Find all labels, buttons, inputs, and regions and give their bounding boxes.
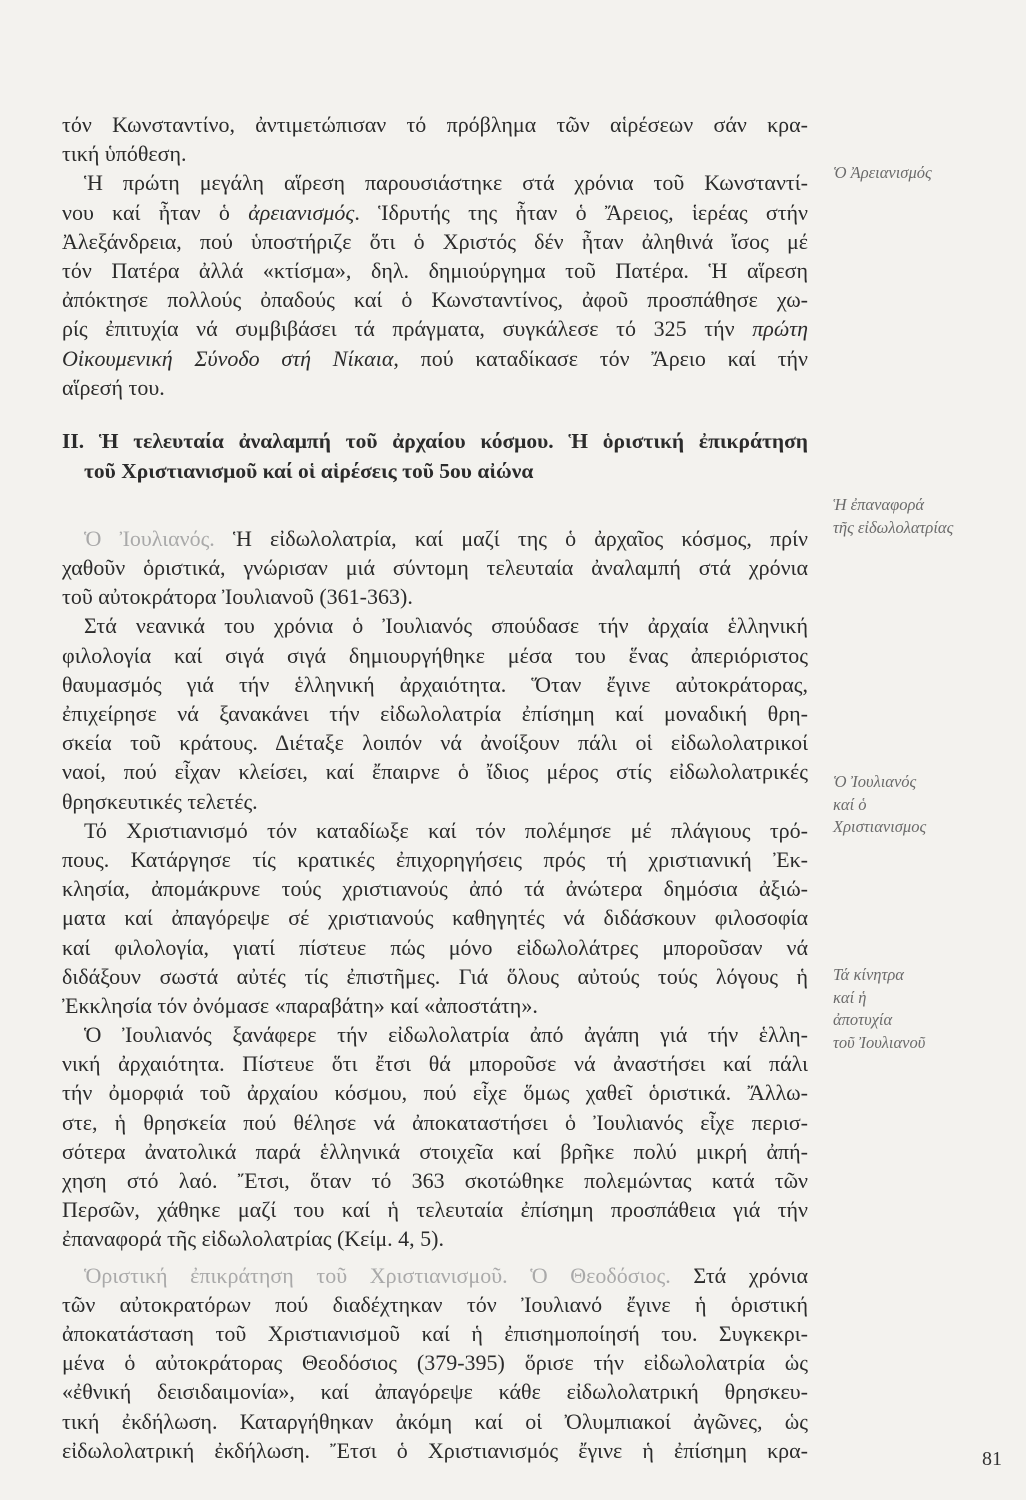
text-line bbox=[62, 845, 808, 874]
margin-note-arianism bbox=[833, 162, 932, 185]
text-line bbox=[62, 1166, 808, 1195]
text-segment: ρίς ἐπιτυχία νά συμβιβάσει τά πράγματα, συγκάλεσε τό 325 τήν bbox=[62, 316, 753, 342]
text-line bbox=[62, 641, 808, 670]
text-line bbox=[62, 426, 808, 456]
margin-note-line: Ἡ ἐπαναφορά bbox=[833, 495, 925, 514]
italic-term: Οἰκουμενική Σύνοδο στή Νίκαια bbox=[62, 345, 394, 371]
text-line bbox=[62, 1137, 808, 1166]
text-segment: Ἀλεξάνδρεια, πού ὑποστήριζε ὅτι ὁ Χριστός δέν ἦταν ἀληθινά ἴσος μέ bbox=[62, 228, 808, 254]
text-line bbox=[62, 344, 808, 373]
text-line bbox=[62, 1348, 808, 1377]
text-segment: Ἡ πρώτη μεγάλη αἵρεση παρουσιάστηκε στά χρόνια τοῦ Κωνσταντί- bbox=[84, 170, 808, 196]
text-segment: αἵρεσή του. bbox=[62, 374, 165, 400]
text-segment: νου καί ἦταν ὁ bbox=[62, 199, 249, 225]
margin-note-line: καί ἡ bbox=[833, 987, 867, 1007]
text-segment: Τό Χριστιανισμό τόν καταδίωξε καί τόν πολέμησε μέ πλάγιους τρό- bbox=[84, 817, 808, 843]
text-line bbox=[62, 227, 808, 256]
text-segment: πους. Κατάργησε τίς κρατικές ἐπιχορηγήσεις πρός τή χριστιανική Ἐκ- bbox=[62, 846, 808, 872]
text-segment: φιλολογία καί σιγά σιγά δημιουργήθηκε μέσα του ἕνας ἀπεριόριστος bbox=[62, 642, 808, 668]
text-segment: Περσῶν, χάθηκε μαζί του καί ἡ τελευταία ἐπίσημη προσπάθεια γιά τήν bbox=[62, 1197, 808, 1223]
margin-note-line: Τά κίνητρα bbox=[833, 965, 904, 984]
text-segment: ἐπαναφορά τῆς εἰδωλολατρίας (Κείμ. 4, 5). bbox=[62, 1226, 444, 1252]
text-segment: σότερα ἀνατολικά παρά ἑλληνικά στοιχεῖα καί βρῆκε πολύ μικρή ἀπή- bbox=[62, 1138, 808, 1164]
text-line bbox=[62, 1020, 808, 1049]
text-line bbox=[62, 991, 808, 1020]
text-line bbox=[62, 524, 808, 553]
text-line bbox=[62, 728, 808, 757]
text-line bbox=[62, 1377, 808, 1406]
text-segment: τοῦ αὐτοκράτορα Ἰουλιανοῦ (361-363). bbox=[62, 584, 413, 610]
text-line bbox=[62, 314, 808, 343]
text-line bbox=[62, 1407, 808, 1436]
text-segment: χαθοῦν ὁριστικά, γνώρισαν μιά σύντομη τελευταία ἀναλαμπή στά χρόνια bbox=[62, 555, 808, 581]
text-line bbox=[62, 816, 808, 845]
text-segment: ἀποκατάσταση τοῦ Χριστιανισμοῦ καί ἡ ἐπισημοποίησή του. Συγκεκρι- bbox=[62, 1320, 808, 1346]
text-segment: χηση στό λαό. Ἔτσι, ὅταν τό 363 σκοτώθηκε πολεμώντας κατά τῶν bbox=[62, 1168, 808, 1193]
text-line bbox=[62, 1108, 808, 1137]
text-line bbox=[62, 456, 808, 486]
text-segment: «ἐθνική δεισιδαιμονία», καί ἀπαγόρεψε κάθε εἰδωλολατρική θρησκευ- bbox=[62, 1379, 808, 1405]
text-segment: Στά νεανικά του χρόνια ὁ Ἰουλιανός σπούδασε τήν ἀρχαία ἑλληνική bbox=[84, 613, 808, 639]
page-number: 81 bbox=[982, 1448, 1002, 1470]
text-line bbox=[62, 582, 808, 611]
text-segment: . Ἱδρυτής της ἦταν ὁ Ἄρειος, ἱερέας στήν bbox=[354, 199, 809, 225]
text-segment: Ἐκκλησία τόν ὀνόμασε «παραβάτη» καί «ἀποστάτη». bbox=[62, 992, 538, 1018]
section-heading bbox=[62, 426, 808, 486]
text-line bbox=[62, 962, 808, 991]
text-segment: τική ἐκδήλωση. Καταργήθηκαν ἀκόμη καί οἱ Ὀλυμπιακοί ἀγῶνες, ὡς bbox=[62, 1408, 808, 1434]
margin-note-line: ἀποτυχία bbox=[833, 1010, 893, 1029]
text-line bbox=[62, 787, 808, 816]
text-segment: θρησκευτικές τελετές. bbox=[62, 788, 258, 814]
paragraph bbox=[62, 110, 808, 168]
text-line bbox=[62, 1261, 808, 1290]
margin-note-idolatry-restoration bbox=[833, 494, 953, 539]
text-segment: Στά χρόνια bbox=[670, 1262, 808, 1288]
text-line bbox=[62, 198, 808, 227]
text-segment: μένα ὁ αὐτοκράτορας Θεοδόσιος (379-395) ὅρισε τήν εἰδωλολατρία ὡς bbox=[62, 1350, 808, 1376]
text-segment: νική ἀρχαιότητα. Πίστευε ὅτι ἔτσι θά μποροῦσε νά ἀναστήσει καί πάλι bbox=[62, 1051, 808, 1077]
margin-note-line: Χριστιανισμος bbox=[833, 817, 927, 836]
margin-note-line: Ὁ Ἰουλιανός bbox=[833, 772, 917, 791]
text-segment: τῶν αὐτοκρατόρων πού διαδέχτηκαν τόν Ἰουλιανό ἔγινε ἡ ὁριστική bbox=[62, 1291, 808, 1317]
main-text-column bbox=[62, 110, 808, 1465]
text-segment: ματα καί ἀπαγόρεψε σέ χριστιανούς καθηγητές νά διδάσκουν φιλοσοφία bbox=[62, 905, 808, 931]
paragraph bbox=[62, 611, 808, 815]
margin-note-line: τοῦ Ἰουλιανοῦ bbox=[833, 1032, 926, 1052]
paragraph bbox=[62, 524, 808, 612]
text-segment: ἀπόκτησε πολλούς ὀπαδούς καί ὁ Κωνσταντίνος, ἀφοῦ προσπάθησε χω- bbox=[62, 287, 808, 313]
text-segment: τήν ὀμορφιά τοῦ ἀρχαίου κόσμου, πού εἶχε ὅμως χαθεῖ ὁριστικά. Ἄλλω- bbox=[62, 1080, 808, 1106]
text-line bbox=[62, 139, 808, 168]
text-segment: ναοί, πού εἶχαν κλείσει, καί ἔπαιρνε ὁ ἴδιος μέρος στίς εἰδωλολατρικές bbox=[62, 759, 808, 785]
paragraph-lead-title: Ὁριστική ἐπικράτηση τοῦ Χριστιανισμοῦ. Ὁ Θεοδόσιος. bbox=[84, 1262, 671, 1288]
margin-note-line: τῆς εἰδωλολατρίας bbox=[833, 517, 954, 537]
margin-note-julian-motives-failure bbox=[833, 964, 925, 1054]
italic-term: πρώτη bbox=[752, 316, 808, 342]
text-segment: κλησία, ἀπομάκρυνε τούς χριστιανούς ἀπό τά ἀνώτερα δημόσια ἀξιώ- bbox=[62, 876, 808, 902]
text-segment: τική ὑπόθεση. bbox=[62, 141, 187, 167]
paragraph-lead-title: Ὁ Ἰουλιανός. bbox=[84, 525, 215, 551]
italic-term: ἀρειανισμός bbox=[248, 199, 355, 225]
text-line bbox=[62, 1224, 808, 1253]
text-segment: σκεία τοῦ κράτους. Διέταξε λοιπόν νά ἀνοίξουν πάλι οἱ εἰδωλολατρικοί bbox=[62, 730, 808, 756]
text-segment: καί φιλολογία, γιατί πίστευε πώς μόνο εἰδωλολάτρες μποροῦσαν νά bbox=[62, 934, 808, 960]
paragraph bbox=[62, 1020, 808, 1254]
text-segment: διδάξουν σωστά αὐτές τίς ἐπιστῆμες. Γιά ὅλους αὐτούς τούς λόγους ἡ bbox=[62, 963, 808, 989]
text-line bbox=[62, 1319, 808, 1348]
text-line bbox=[62, 903, 808, 932]
paragraph bbox=[62, 168, 808, 402]
text-segment: θαυμασμός γιά τήν ἑλληνική ἀρχαιότητα. Ὅταν ἔγινε αὐτοκράτορας, bbox=[62, 671, 808, 697]
text-segment: Ὁ Ἰουλιανός ξανάφερε τήν εἰδωλολατρία ἀπό ἀγάπη γιά τήν ἑλλη- bbox=[84, 1022, 808, 1048]
text-line bbox=[62, 1195, 808, 1224]
text-line bbox=[62, 1078, 808, 1107]
text-line bbox=[62, 1049, 808, 1078]
text-segment: II. Ἡ τελευταία ἀναλαμπή τοῦ ἀρχαίου κόσμου. Ἡ ὁριστική ἐπικράτηση bbox=[62, 428, 808, 453]
text-line bbox=[62, 285, 808, 314]
text-line bbox=[62, 757, 808, 786]
text-segment: τόν Πατέρα ἀλλά «κτίσμα», δηλ. δημιούργημα τοῦ Πατέρα. Ἡ αἵρεση bbox=[62, 257, 808, 283]
text-line bbox=[62, 553, 808, 582]
margin-note-line: Ὁ Ἀρειανισμός bbox=[833, 163, 932, 182]
text-segment: ἐπιχείρησε νά ξανακάνει τήν εἰδωλολατρία ἐπίσημη καί μοναδική θρη- bbox=[62, 701, 808, 726]
text-segment: εἰδωλολατρική ἐκδήλωση. Ἔτσι ὁ Χριστιανισμός ἔγινε ἡ ἐπίσημη κρα- bbox=[62, 1437, 808, 1463]
text-segment: τόν Κωνσταντίνο, ἀντιμετώπισαν τό πρόβλημα τῶν αἱρέσεων σάν κρα- bbox=[62, 112, 808, 137]
text-line bbox=[62, 699, 808, 728]
text-line bbox=[62, 1290, 808, 1319]
text-line bbox=[62, 933, 808, 962]
text-line bbox=[62, 168, 808, 197]
text-line bbox=[62, 611, 808, 640]
text-line bbox=[62, 110, 808, 139]
margin-note-line: καί ὁ bbox=[833, 794, 867, 814]
text-segment: τοῦ Χριστιανισμοῦ καί οἱ αἱρέσεις τοῦ 5ου αἰώνα bbox=[84, 458, 534, 483]
text-line bbox=[62, 874, 808, 903]
text-line bbox=[62, 256, 808, 285]
paragraph bbox=[62, 816, 808, 1020]
text-line bbox=[62, 670, 808, 699]
text-line bbox=[62, 373, 808, 402]
margin-note-julian-christianity bbox=[833, 771, 926, 839]
text-segment: στε, ἡ θρησκεία πού θέλησε νά ἀποκαταστήσει ὁ Ἰουλιανός εἶχε περισ- bbox=[62, 1109, 808, 1135]
paragraph bbox=[62, 1261, 808, 1465]
text-segment: Ἡ εἰδωλολατρία, καί μαζί της ὁ ἀρχαῖος κόσμος, πρίν bbox=[214, 525, 808, 551]
text-line bbox=[62, 1436, 808, 1465]
text-segment: , πού καταδίκασε τόν Ἄρειο καί τήν bbox=[393, 345, 809, 371]
